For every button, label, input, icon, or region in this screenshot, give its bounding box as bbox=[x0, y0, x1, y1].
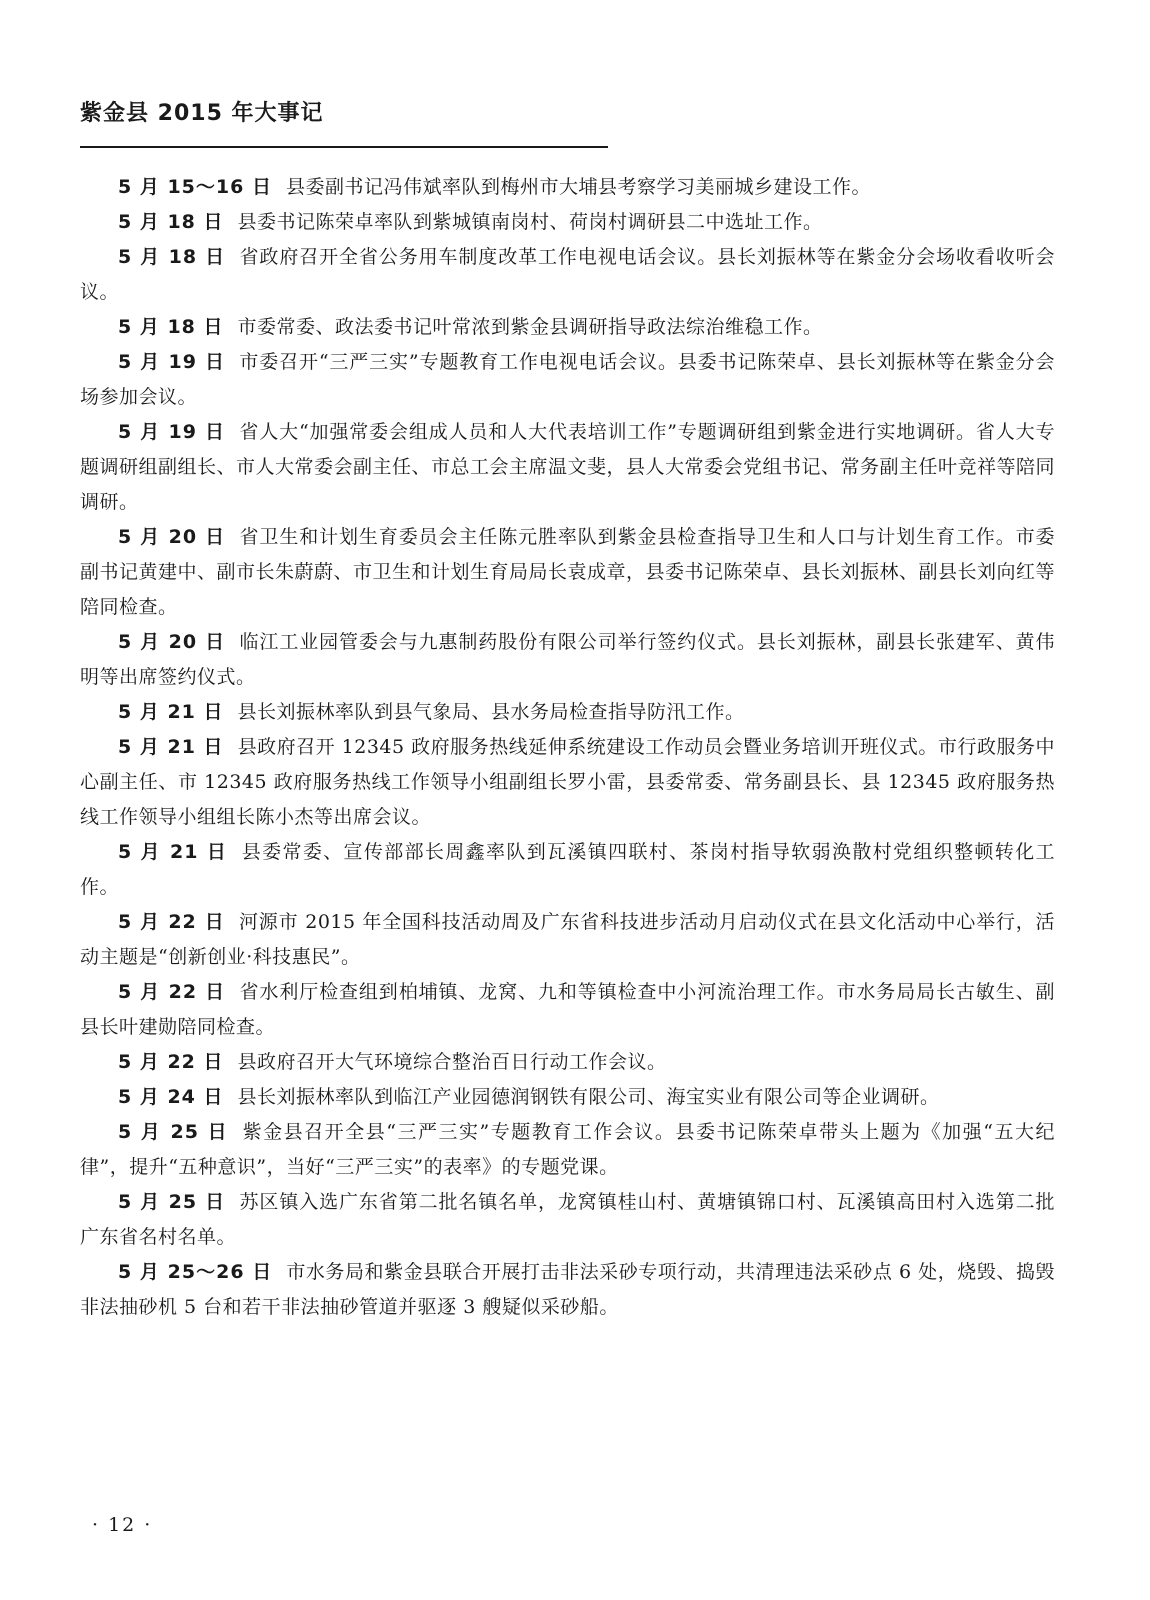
chronicle-entry bbox=[80, 520, 1055, 625]
chronicle-entry bbox=[80, 1255, 1055, 1325]
chronicle-entry bbox=[80, 835, 1055, 905]
header-divider bbox=[80, 146, 608, 148]
entry-date: 5 月 15～16 日 bbox=[118, 176, 272, 198]
entry-date: 5 月 24 日 bbox=[118, 1086, 224, 1108]
chronicle-entry bbox=[80, 310, 1055, 345]
chronicle-entry bbox=[80, 240, 1055, 310]
entry-text: 县政府召开大气环境综合整治百日行动工作会议。 bbox=[237, 1051, 667, 1073]
entry-date: 5 月 19 日 bbox=[118, 351, 226, 373]
chronicle-entry bbox=[80, 345, 1055, 415]
entry-date: 5 月 21 日 bbox=[118, 736, 224, 758]
entry-text: 市委召开“三严三实”专题教育工作电视电话会议。县委书记陈荣卓、县长刘振林等在紫金分会场参加会议。 bbox=[80, 351, 1055, 408]
entry-date: 5 月 21 日 bbox=[118, 701, 224, 723]
entry-text: 市水务局和紫金县联合开展打击非法采砂专项行动，共清理违法采砂点 6 处，烧毁、捣毁非法抽砂机 5 台和若干非法抽砂管道并驱逐 3 艘疑似采砂船。 bbox=[80, 1261, 1055, 1318]
entry-text: 县委常委、宣传部部长周鑫率队到瓦溪镇四联村、茶岗村指导软弱涣散村党组织整顿转化工作。 bbox=[80, 841, 1055, 898]
chronicle-entry bbox=[80, 1045, 1055, 1080]
entry-text: 省卫生和计划生育委员会主任陈元胜率队到紫金县检查指导卫生和人口与计划生育工作。市委副书记黄建中、副市长朱蔚蔚、市卫生和计划生育局局长袁成章，县委书记陈荣卓、县长刘振林、副县长刘向红等陪同检查。 bbox=[80, 526, 1056, 618]
entry-date: 5 月 19 日 bbox=[118, 421, 226, 443]
entry-text: 县长刘振林率队到县气象局、县水务局检查指导防汛工作。 bbox=[237, 701, 745, 723]
entry-date: 5 月 21 日 bbox=[118, 841, 228, 863]
entry-date: 5 月 18 日 bbox=[118, 246, 226, 268]
entry-date: 5 月 22 日 bbox=[118, 911, 225, 933]
chronicle-entries bbox=[80, 170, 1055, 1325]
chronicle-entry bbox=[80, 415, 1055, 520]
entry-text: 县委副书记冯伟斌率队到梅州市大埔县考察学习美丽城乡建设工作。 bbox=[285, 176, 871, 198]
entry-text: 省政府召开全省公务用车制度改革工作电视电话会议。县长刘振林等在紫金分会场收看收听会议。 bbox=[80, 246, 1055, 303]
entry-date: 5 月 25 日 bbox=[118, 1191, 226, 1213]
entry-date: 5 月 25 日 bbox=[118, 1121, 229, 1143]
entry-text: 县长刘振林率队到临江产业园德润钢铁有限公司、海宝实业有限公司等企业调研。 bbox=[237, 1086, 940, 1108]
entry-date: 5 月 20 日 bbox=[118, 631, 226, 653]
chronicle-entry bbox=[80, 625, 1055, 695]
chronicle-entry bbox=[80, 730, 1055, 835]
entry-date: 5 月 18 日 bbox=[118, 316, 224, 338]
entry-date: 5 月 22 日 bbox=[118, 981, 226, 1003]
entry-text: 临江工业园管委会与九惠制药股份有限公司举行签约仪式。县长刘振林，副县长张建军、黄伟明等出席签约仪式。 bbox=[80, 631, 1055, 688]
entry-text: 省水利厅检查组到柏埔镇、龙窝、九和等镇检查中小河流治理工作。市水务局局长古敏生、副县长叶建勋陪同检查。 bbox=[80, 981, 1055, 1038]
entry-text: 紫金县召开全县“三严三实”专题教育工作会议。县委书记陈荣卓带头上题为《加强“五大纪律”，提升“五种意识”，当好“三严三实”的表率》的专题党课。 bbox=[80, 1121, 1055, 1178]
entry-date: 5 月 18 日 bbox=[118, 211, 224, 233]
chronicle-entry bbox=[80, 695, 1055, 730]
chronicle-entry bbox=[80, 905, 1055, 975]
chronicle-entry bbox=[80, 1185, 1055, 1255]
entry-date: 5 月 22 日 bbox=[118, 1051, 224, 1073]
entry-date: 5 月 20 日 bbox=[118, 526, 226, 548]
entry-text: 县委书记陈荣卓率队到紫城镇南岗村、荷岗村调研县二中选址工作。 bbox=[237, 211, 823, 233]
entry-text: 县政府召开 12345 政府服务热线延伸系统建设工作动员会暨业务培训开班仪式。市行政服务中心副主任、市 12345 政府服务热线工作领导小组副组长罗小雷，县委常委、常务副县长、县 12345 政府服务热线工作领导小组组长陈小杰等出席会议。 bbox=[80, 736, 1055, 828]
entry-text: 苏区镇入选广东省第二批名镇名单，龙窝镇桂山村、黄塘镇锦口村、瓦溪镇高田村入选第二批广东省名村名单。 bbox=[80, 1191, 1055, 1248]
page-number: · 12 · bbox=[92, 1514, 153, 1536]
chronicle-entry bbox=[80, 1080, 1055, 1115]
chronicle-entry bbox=[80, 205, 1055, 240]
chronicle-entry bbox=[80, 975, 1055, 1045]
page-header-title: 紫金县 2015 年大事记 bbox=[80, 101, 324, 126]
entry-text: 市委常委、政法委书记叶常浓到紫金县调研指导政法综治维稳工作。 bbox=[237, 316, 823, 338]
entry-text: 河源市 2015 年全国科技活动周及广东省科技进步活动月启动仪式在县文化活动中心举行，活动主题是“创新创业·科技惠民”。 bbox=[80, 911, 1055, 968]
entry-text: 省人大“加强常委会组成人员和人大代表培训工作”专题调研组到紫金进行实地调研。省人大专题调研组副组长、市人大常委会副主任、市总工会主席温文斐，县人大常委会党组书记、常务副主任叶竞祥等陪同调研。 bbox=[80, 421, 1056, 513]
entry-date: 5 月 25～26 日 bbox=[118, 1261, 273, 1283]
chronicle-entry bbox=[80, 1115, 1055, 1185]
chronicle-entry bbox=[80, 170, 1055, 205]
